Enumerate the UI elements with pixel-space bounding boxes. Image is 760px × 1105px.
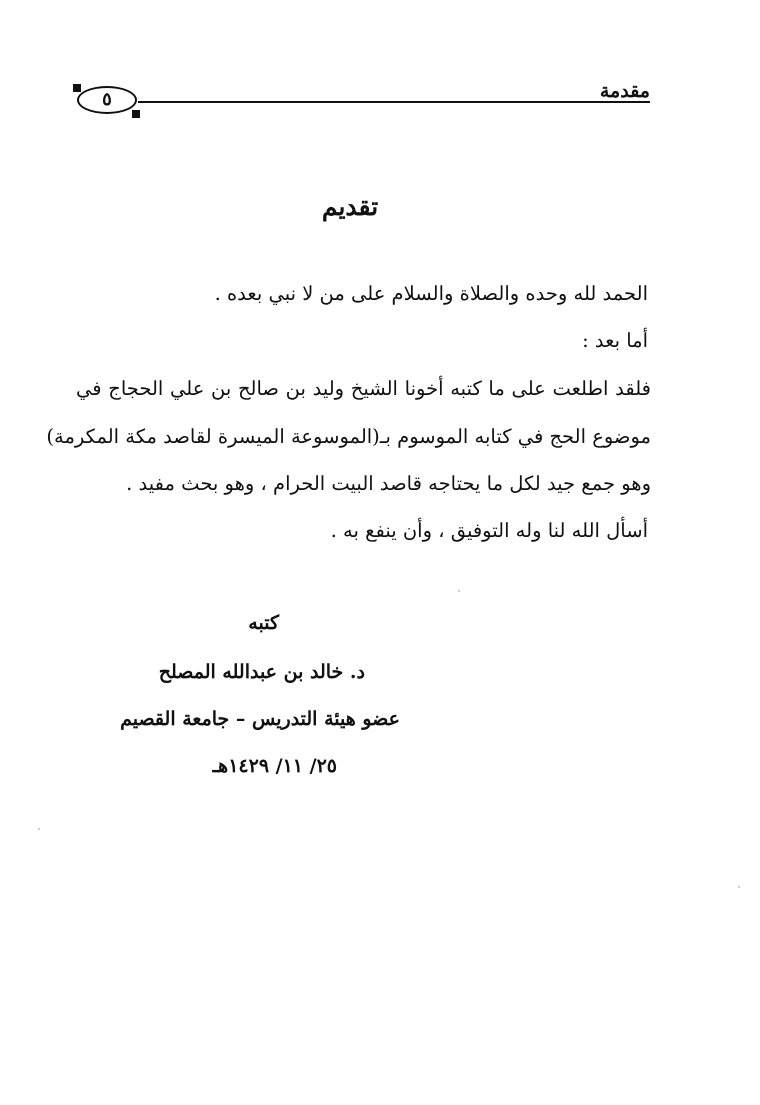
opening-line: الحمد لله وحده والصلاة والسلام على من لا نبي بعده . [214,282,648,305]
paragraph-line-3: وهو جمع جيد لكل ما يحتاجه قاصد البيت الحرام ، وهو بحث مفيد . [126,472,651,495]
signature-date: ٢٥/ ١١/ ١٤٢٩هـ [212,755,337,777]
salutation-line: أما بعد : [582,329,648,352]
running-header-section: مقدمة [599,80,650,102]
signature-name: د. خالد بن عبدالله المصلح [158,661,365,683]
page-number: ٥ [102,89,112,110]
closing-line: أسأل الله لنا وله التوفيق ، وأن ينفع به . [330,519,648,542]
signature-label: كتبه [248,612,279,634]
paragraph-line-2: موضوع الحج في كتابه الموسوم بـ(الموسوعة الميسرة لقاصد مكة المكرمة) [46,425,651,448]
page-title: تقديم [321,192,379,221]
scan-speck [38,828,40,830]
body-text [46,0,651,600]
signature-position: عضو هيئة التدريس – جامعة القصيم [120,708,400,730]
paragraph-line-1: فلقد اطلعت على ما كتبه أخونا الشيخ وليد بن صالح بن علي الحجاج في [76,377,651,400]
scan-speck [738,886,740,888]
scan-speck [458,590,460,592]
